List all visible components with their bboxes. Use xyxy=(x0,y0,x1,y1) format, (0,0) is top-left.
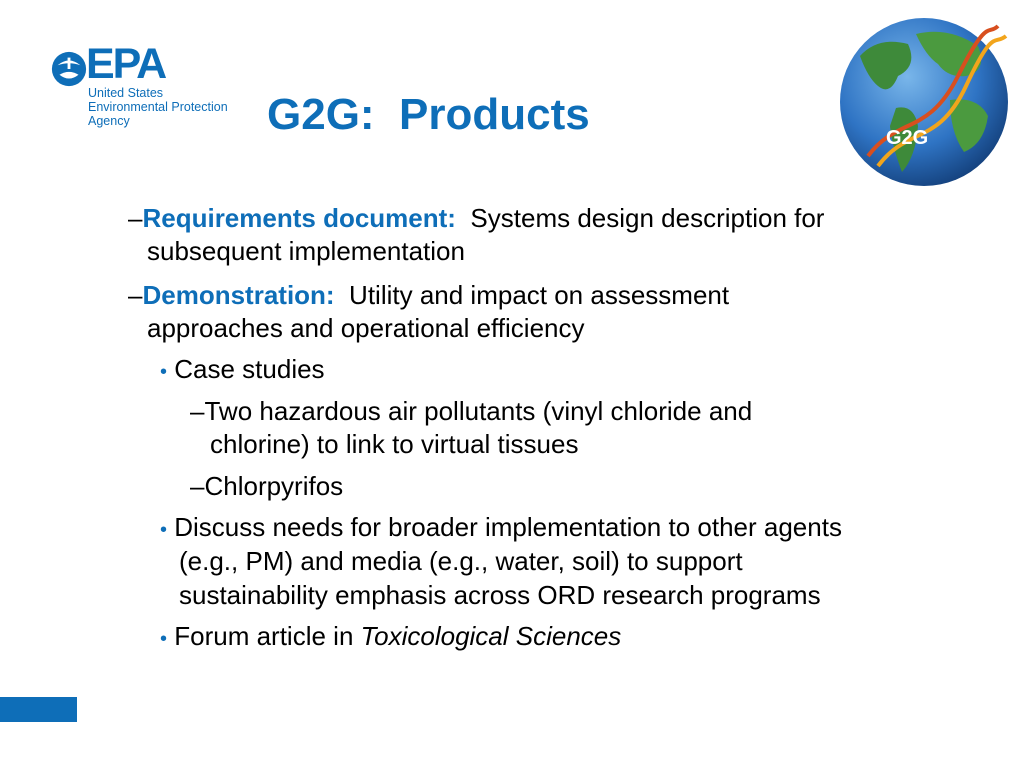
list-item-continuation: (e.g., PM) and media (e.g., water, soil) to support xyxy=(179,546,743,576)
list-item: –Demonstration: Utility and impact on assessment xyxy=(128,280,730,310)
list-item-continuation: sustainability emphasis across ORD research programs xyxy=(179,580,821,610)
list-item: –Requirements document: Systems design description for xyxy=(128,203,825,233)
footer-accent-bar xyxy=(0,697,77,722)
epa-wordmark: EPA xyxy=(86,40,166,88)
agency-name: United States Environmental Protection Agency xyxy=(88,86,228,128)
list-item: • Forum article in Toxicological Sciences xyxy=(160,621,622,651)
slide-title: G2G: Products xyxy=(267,90,590,139)
list-item: –Two hazardous air pollutants (vinyl chloride and xyxy=(190,396,753,426)
list-item: • Discuss needs for broader implementation to other agents xyxy=(160,512,842,542)
list-item-continuation: subsequent implementation xyxy=(147,236,465,266)
list-item: –Chlorpyrifos xyxy=(190,471,344,501)
list-item-continuation: chlorine) to link to virtual tissues xyxy=(210,429,579,459)
list-item-continuation: approaches and operational efficiency xyxy=(147,313,585,343)
list-item: • Case studies xyxy=(160,354,325,384)
globe-label: G2G xyxy=(886,127,929,149)
